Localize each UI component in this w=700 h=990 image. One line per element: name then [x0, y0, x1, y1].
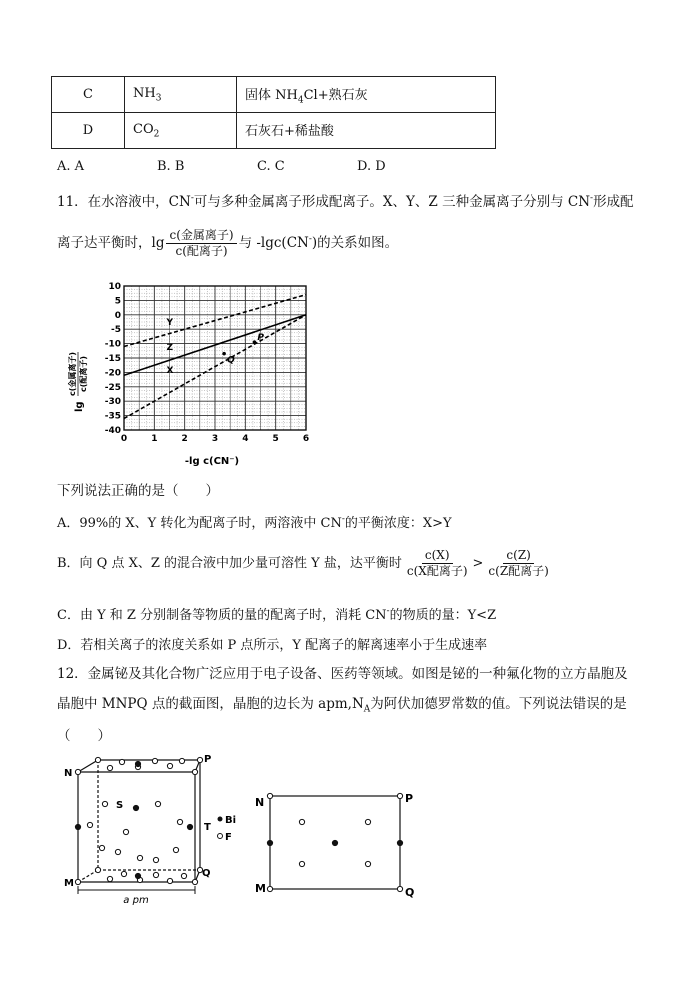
- cube-atoms: [75, 757, 202, 884]
- f-atom: [179, 758, 184, 763]
- f-atom: [192, 879, 197, 884]
- option-c[interactable]: C. C: [257, 159, 285, 174]
- atom-s-label: S: [116, 800, 124, 811]
- svg-text:c(配离子): c(配离子): [79, 355, 88, 393]
- y-tick-label: -20: [104, 368, 121, 379]
- q11-stem-line2: 离子达平衡时，lg $\frac{\text{c(金属离子)}}{\text{c(配离子)}}$ 与 -lgc(CN-)的关系如图。: [57, 228, 399, 258]
- vertex-n-label: N: [64, 768, 73, 779]
- q11-option-a[interactable]: A．99%的 X、Y 转化为配离子时，两溶液中 CN-的平衡浓度：X>Y: [57, 514, 452, 531]
- f-atom: [155, 801, 160, 806]
- f-atom: [267, 886, 272, 891]
- f-atom: [397, 793, 402, 798]
- f-atom: [192, 769, 197, 774]
- f-atom: [397, 886, 402, 891]
- f-atom: [177, 819, 182, 824]
- y-tick-label: 5: [114, 296, 121, 307]
- bi-atom: [135, 761, 140, 766]
- f-atom: [167, 878, 172, 883]
- x-tick-label: 3: [211, 434, 219, 444]
- f-atom: [137, 855, 142, 860]
- x-tick-label: 4: [242, 434, 249, 444]
- y-tick-label: -35: [104, 411, 121, 422]
- point-label-p: P: [257, 333, 265, 344]
- q12-stem-line1: 12．金属铋及其化合物广泛应用于电子设备、医药等领域。如图是铋的一种氟化物的立方晶胞及: [57, 666, 628, 682]
- table-row: [52, 113, 496, 149]
- q10-options: [57, 158, 457, 174]
- y-tick-label: -10: [104, 339, 121, 350]
- f-atom: [121, 871, 126, 876]
- f-atom: [107, 765, 112, 770]
- bi-atom: [75, 824, 80, 829]
- bi-atom: [267, 840, 272, 845]
- f-atom: [153, 857, 158, 862]
- section-diagram: [252, 782, 422, 907]
- vertex-q-label: Q: [202, 868, 211, 879]
- y-tick-label: -5: [111, 325, 121, 336]
- point-q: [222, 352, 226, 356]
- f-atom: [365, 861, 370, 866]
- f-atom: [153, 872, 158, 877]
- f-legend-label: F: [225, 832, 232, 843]
- f-atom: [95, 867, 100, 872]
- section-atoms: [267, 793, 402, 891]
- f-atom: [181, 873, 186, 878]
- bi-legend-label: Bi: [225, 815, 237, 826]
- reagent-cell: 固体 $NH_4Cl+$熟石灰: [237, 77, 496, 113]
- f-atom: [365, 819, 370, 824]
- q12-answer-blank: （ ）: [57, 728, 111, 744]
- x-axis-label: -lg c(CN⁻): [184, 456, 240, 467]
- x-tick-label: 0: [120, 434, 128, 444]
- f-atom: [95, 757, 100, 762]
- bi-legend-marker: [218, 817, 223, 822]
- series-label-x: X: [166, 365, 174, 376]
- f-atom: [173, 847, 178, 852]
- q11-stem-line1: 11．在水溶液中，CN-可与多种金属离子形成配离子。X、Y、Z 三种金属离子分别与 CN-形成配: [57, 193, 634, 210]
- x-tick-label: 1: [151, 434, 158, 444]
- point-p: [253, 340, 257, 344]
- q11-option-c[interactable]: C．由 Y 和 Z 分别制备等物质的量的配离子时，消耗 CN-的物质的量：Y<Z: [57, 606, 497, 623]
- f-legend-marker: [218, 834, 223, 839]
- x-tick-label: 6: [302, 434, 310, 444]
- f-atom: [299, 819, 304, 824]
- section-n-label: N: [255, 796, 265, 809]
- y-tick-label: -15: [104, 354, 121, 364]
- f-atom: [267, 793, 272, 798]
- bi-atom: [187, 824, 192, 829]
- f-atom: [167, 763, 172, 768]
- edge-length-label: a pm: [123, 895, 149, 906]
- vertex-m-label: M: [64, 878, 74, 889]
- unit-cell-diagram: [60, 752, 250, 912]
- y-tick-label: 0: [114, 310, 121, 321]
- x-tick-label: 2: [181, 434, 188, 444]
- y-tick-label: 10: [108, 282, 121, 292]
- f-atom: [75, 879, 80, 884]
- reagent-cell: 石灰石+稀盐酸: [237, 113, 496, 149]
- y-tick-label: -40: [104, 426, 121, 436]
- reagent-table: [51, 76, 496, 149]
- y-axis-label: [67, 352, 88, 412]
- x-tick-label: 5: [272, 434, 279, 444]
- gas-cell: $CO_2$: [125, 113, 237, 149]
- row-label: C: [52, 77, 125, 113]
- concentration-fraction: $\frac{\text{c(金属离子)}}{\text{c(配离子)}}$: [166, 228, 236, 259]
- equilibrium-chart: [60, 278, 320, 468]
- q11-option-d[interactable]: D．若相关离子的浓度关系如 P 点所示，Y 配离子的解离速率小于生成速率: [57, 638, 488, 653]
- y-tick-label: -25: [104, 382, 121, 393]
- series-label-y: Y: [166, 317, 173, 328]
- section-q-label: Q: [405, 886, 415, 899]
- q12-stem-line2: 晶胞中 MNPQ 点的截面图，晶胞的边长为 $apm,N_A$为阿伏加德罗常数的值。下列说法错误的是: [57, 696, 627, 715]
- bi-atom: [332, 840, 337, 845]
- f-atom: [107, 876, 112, 881]
- row-label: D: [52, 113, 125, 149]
- gas-cell: $NH_3$: [125, 77, 237, 113]
- f-atom: [87, 822, 92, 827]
- f-atom: [197, 757, 202, 762]
- option-d[interactable]: D. D: [357, 159, 386, 174]
- svg-text:c(金属离子): c(金属离子): [68, 351, 77, 397]
- f-atom: [102, 801, 107, 806]
- bi-atom: [133, 805, 138, 810]
- chart-ticks: [105, 282, 309, 444]
- f-atom: [75, 769, 80, 774]
- f-atom: [115, 849, 120, 854]
- bi-atom: [397, 840, 402, 845]
- table-row: [52, 77, 496, 113]
- f-atom: [123, 829, 128, 834]
- bi-atom: [135, 873, 140, 878]
- point-label-q: Q: [227, 355, 235, 366]
- option-b[interactable]: B. B: [157, 159, 185, 174]
- section-m-label: M: [255, 882, 266, 895]
- chart-grid: [124, 286, 306, 430]
- section-p-label: P: [405, 792, 414, 805]
- f-atom: [299, 861, 304, 866]
- f-atom: [152, 758, 157, 763]
- y-tick-label: -30: [104, 397, 121, 408]
- svg-text:lg: lg: [74, 401, 85, 412]
- q11-prompt: 下列说法正确的是（ ）: [57, 483, 219, 499]
- option-a[interactable]: A. A: [57, 159, 85, 174]
- f-atom: [99, 845, 104, 850]
- q11-option-b[interactable]: B．向 Q 点 X、Z 的混合液中加少量可溶性 Y 盐，达平衡时 $\frac{c(X)}{\text{c(X配离子)}}$ > $\frac{c(Z)}{\text{c(Z配离子)}}$: [57, 548, 549, 578]
- series-label-z: Z: [166, 342, 173, 353]
- atom-t-label: T: [204, 822, 211, 833]
- vertex-p-label: P: [204, 754, 212, 765]
- f-atom: [119, 759, 124, 764]
